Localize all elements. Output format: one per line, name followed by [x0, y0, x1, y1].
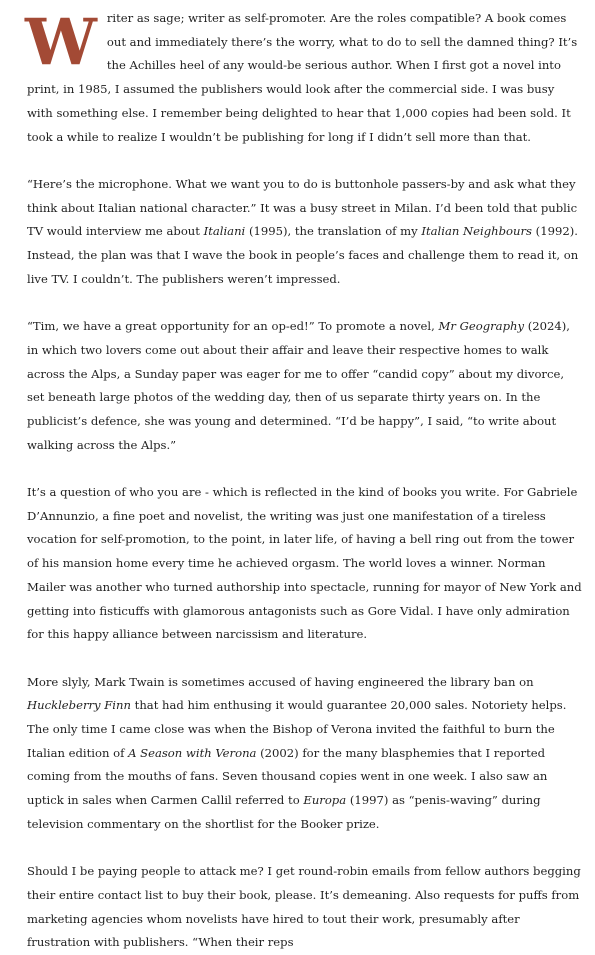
paragraph-3-text-b: (2024), in which two lovers come out about their affair and leave their respective homes to walk across the Alps, a Sunday paper was eager for me to offer “candid copy” about my divorce, set beneath large photos of the wedding day, then of us separate thirty years on. In the publicist’s defence, she was young and determined. “I’d be happy”, I said, “to write about walking across the Alps.”: [27, 319, 570, 452]
paragraph-5-text-b: that had him enthusing it would guarantee 20,000 sales. Notoriety helps. The only time I came close was when the Bishop of Verona invited the faithful to burn the Italian edition of: [27, 698, 567, 760]
paragraph-5-text-a: More slyly, Mark Twain is sometimes accused of having engineered the library ban on: [27, 674, 534, 689]
paragraph-3: [27, 315, 583, 457]
paragraph-1-text: riter as sage; writer as self-promoter. Are the roles compatible? A book comes out and immediately there’s the worry, what to do to sell the damned thing? It’s the Achilles heel of any would-be serious author. When I first got a novel into print, in 1985, I assumed the publishers would look after the commercial side. I was busy with something else. I remember being delighted to hear that 1,000 copies had been sold. It took a while to realize I wouldn’t be publishing for long if I didn’t sell more than that.: [27, 11, 578, 144]
book-title-huckleberry-finn: Huckleberry Finn: [27, 698, 131, 713]
paragraph-2-text-b: (1995), the translation of my: [245, 224, 422, 239]
book-title-mr-geography: Mr Geography: [438, 319, 525, 334]
paragraph-5: [27, 671, 583, 837]
paragraph-2: [27, 173, 583, 292]
paragraph-4: It’s a question of who you are - which is reflected in the kind of books you write. For Gabriele D’Annunzio, a fine poet and novelist, the writing was just one manifestation of a tireless vocation for self-promotion, to the point, in later life, of having a bell ring out from the tower of his mansion home every time he achieved orgasm. The world loves a winner. Norman Mailer was another who turned authorship into spectacle, running for mayor of New York and getting into fisticuffs with glamorous antagonists such as Gore Vidal. I have only admiration for this happy alliance between narcissism and literature.: [27, 485, 582, 642]
book-title-europa: Europa: [303, 793, 347, 808]
drop-cap: W: [25, 5, 97, 80]
book-title-italiani: Italiani: [203, 224, 246, 239]
book-title-italian-neighbours: Italian Neighbours: [421, 224, 532, 239]
paragraph-6: Should I be paying people to attack me? I get round-robin emails from fellow authors begging their entire contact list to buy their book, please. It’s demeaning. Also requests for puffs from marketing agencies whom novelists have hired to tout their work, presumably after frustration with publishers. “When their reps: [27, 864, 581, 950]
paragraph-2-text-a: “Here’s the microphone. What we want you to do is buttonhole passers-by and ask what they think about Italian national character.” It was a busy street in Milan. I’d been told that public TV would interview me about: [27, 176, 578, 239]
paragraph-5-text-d: (1997) as “penis-waving” during television commentary on the shortlist for the Booker prize.: [27, 793, 541, 831]
paragraph-3-text-a: “Tim, we have a great opportunity for an op-ed!” To promote a novel,: [27, 319, 439, 334]
paragraph-1: [27, 7, 583, 149]
book-title-a-season-with-verona: A Season with Verona: [128, 745, 257, 760]
paragraph-2-text-c: (1992). Instead, the plan was that I wave the book in people’s faces and challenge them to read it, on live TV. I couldn’t. The publishers weren’t impressed.: [27, 224, 579, 286]
paragraph-5-text-c: (2002) for the many blasphemies that I reported coming from the mouths of fans. Seven thousand copies went in one week. I also saw an uptick in sales when Carmen Callil referred to: [27, 745, 548, 808]
